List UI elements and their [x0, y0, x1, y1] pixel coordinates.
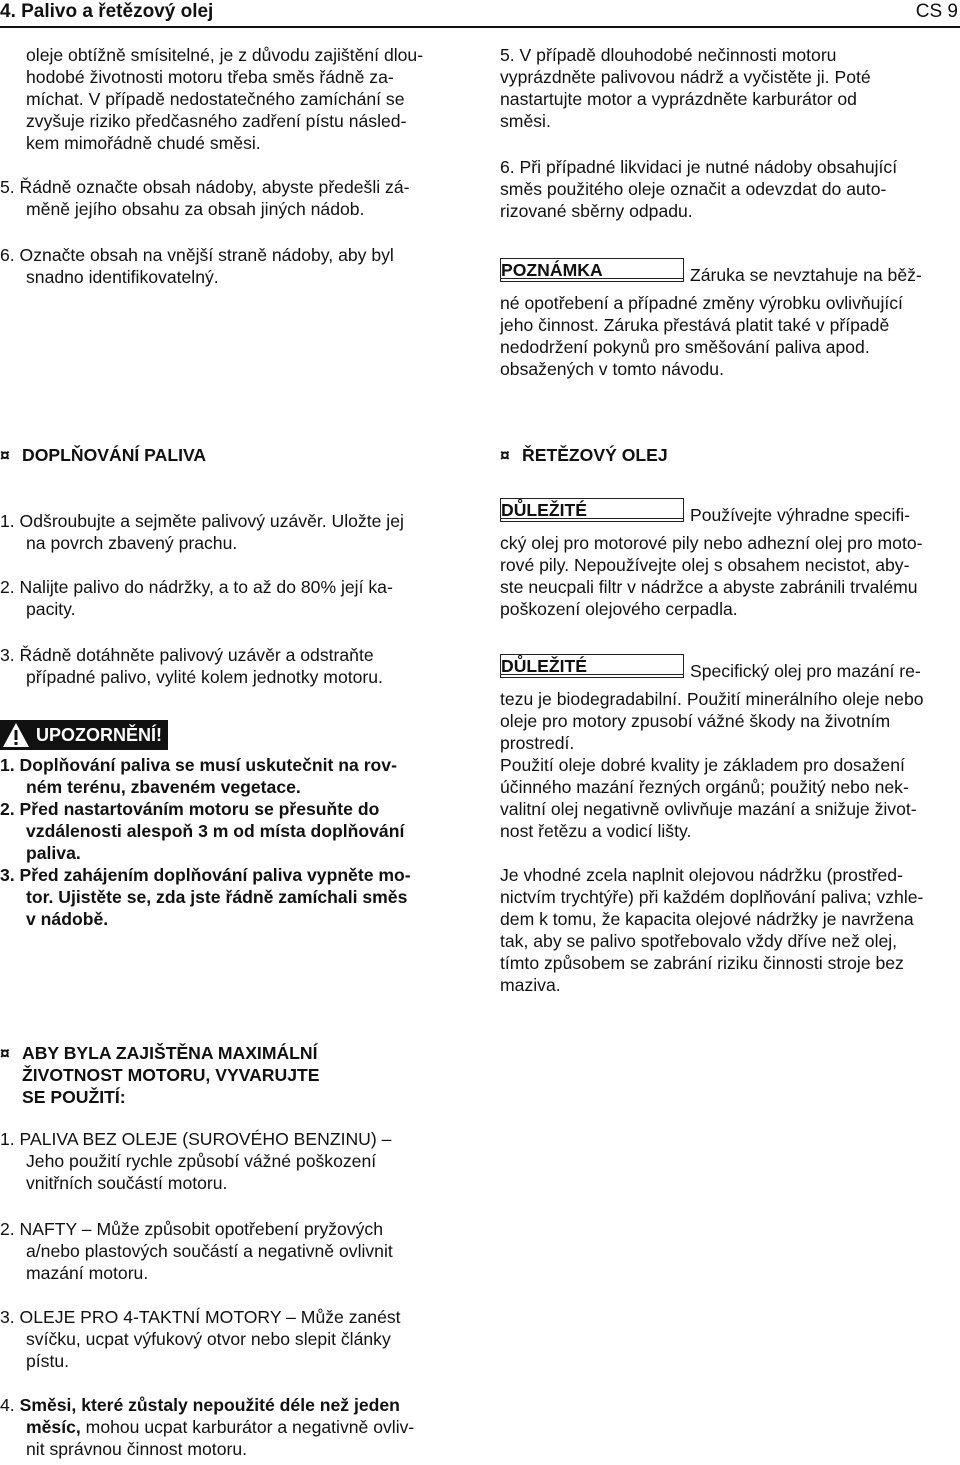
text-line: svíčku, ucpat výfukový otvor nebo slepit články [26, 1329, 391, 1349]
bullet-icon: ¤ [500, 445, 510, 465]
warning-label: UPOZORNĚNÍ! [36, 724, 162, 745]
text-line: na povrch zbavený prachu. [26, 533, 238, 553]
text-line: 1. Doplňování paliva se musí uskutečnit na rov- [0, 755, 397, 775]
text-line: tímto způsobem se zabrání riziku činnosti stroje bez [500, 953, 904, 973]
note-block [500, 258, 956, 380]
text-line: 3. Řádně dotáhněte palivový uzávěr a odstraňte [0, 645, 374, 665]
heading-line: ŽIVOTNOST MOTORU, VYVARUJTE [22, 1065, 320, 1085]
text-line: zvyšuje riziko předčasného zadření pístu násled- [26, 111, 407, 131]
warning-list [0, 754, 456, 930]
text-line: hodobé životnosti motoru třeba směs řádně za- [26, 67, 394, 87]
refuel-step-2 [0, 576, 456, 620]
text-line: maziva. [500, 975, 561, 995]
avoid-item-1 [0, 1128, 456, 1194]
important-block-1 [500, 498, 956, 620]
text-line: né opotřebení a případné změny výrobku ovlivňující [500, 293, 903, 313]
text-line: rové pily. Nepoužívejte olej s obsahem necistot, aby- [500, 555, 910, 575]
bullet-icon: ¤ [0, 445, 10, 465]
note-label: POZNÁMKA [501, 261, 683, 279]
text-line: 3. Před zahájením doplňování paliva vypněte mo- [0, 865, 411, 885]
text-line: v nádobě. [26, 909, 109, 929]
page-header [0, 0, 960, 28]
text-line: cký olej pro motorové pily nebo adhezní olej pro moto- [500, 533, 923, 553]
text-line: 5. V případě dlouhodobé nečinnosti motoru [500, 45, 837, 65]
bullet-icon: ¤ [0, 1043, 10, 1063]
page-number: CS 9 [915, 1, 958, 22]
heading-line: ABY BYLA ZAJIŠTĚNA MAXIMÁLNÍ [22, 1043, 318, 1063]
text-line: Je vhodné zcela naplnit olejovou nádržku (prostřed- [500, 865, 903, 885]
section-title: ŘETĚZOVÝ OLEJ [522, 445, 668, 465]
important-label: DŮLEŽITÉ [501, 501, 683, 519]
right-item-6 [500, 156, 956, 222]
text-line: nost řetězu a vodicí lišty. [500, 821, 692, 841]
note-label-box [500, 258, 684, 282]
text-line: tor. Ujistěte se, zda jste řádně zamíchali směs [26, 887, 408, 907]
page-title: 4. Palivo a řetězový olej [0, 1, 214, 22]
refuel-heading [0, 444, 206, 466]
text-line: paliva. [26, 843, 81, 863]
text-line: 5. Řádně označte obsah nádoby, abyste předešli zá- [0, 177, 410, 197]
chain-oil-heading [500, 444, 668, 466]
text-bold: Směsi, které zůstaly nepoužité déle než jeden [19, 1395, 400, 1415]
text-line: 3. OLEJE PRO 4-TAKTNÍ MOTORY – Může zanést [0, 1307, 401, 1327]
text-line: 6. Označte obsah na vnější straně nádoby, aby byl [0, 245, 394, 265]
warning-badge [0, 720, 168, 753]
text-line: 1. PALIVA BEZ OLEJE (SUROVÉHO BENZINU) – [0, 1129, 392, 1149]
text-line: oleje obtížně smísitelné, je z důvodu zajištění dlou- [26, 45, 424, 65]
important-label-box [500, 654, 684, 678]
refuel-step-3 [0, 644, 456, 688]
text-line: vzdálenosti alespoň 3 m od místa doplňování [26, 821, 405, 841]
left-top-text [26, 44, 456, 154]
text-line: směs použitého oleje označit a odevzdat do auto- [500, 179, 887, 199]
text-line: mazání motoru. [26, 1263, 149, 1283]
avoid-item-3 [0, 1306, 456, 1372]
section-title: DOPLŇOVÁNÍ PALIVA [22, 445, 207, 465]
text-line: vyprázdněte palivovou nádrž a vyčistěte ji. Poté [500, 67, 871, 87]
avoid-heading [0, 1042, 320, 1108]
important-label: DŮLEŽITÉ [501, 657, 683, 675]
text-line: dem k tomu, že kapacita olejové nádržky je navržena [500, 909, 914, 929]
text-line: Jeho použití rychle způsobí vážné poškození [26, 1151, 377, 1171]
text-line: pístu. [26, 1351, 70, 1371]
right-item-5 [500, 44, 956, 132]
text-line: 1. Odšroubujte a sejměte palivový uzávěr. Uložte jej [0, 511, 404, 531]
text-line: tak, aby se palivo spotřebovalo vždy dříve než olej, [500, 931, 898, 951]
text-line: valitní olej negativně ovlivňuje mazání a snižuje život- [500, 799, 917, 819]
text-line: ném terénu, zbaveném vegetace. [26, 777, 301, 797]
left-item-5 [0, 176, 456, 220]
text-line: nedodržení pokynů pro směšování paliva apod. [500, 337, 870, 357]
item-number: 4. [0, 1395, 15, 1415]
text-line: směsi. [500, 111, 551, 131]
chain-oil-paragraph [500, 864, 956, 996]
text-line: obsažených v tomto návodu. [500, 359, 724, 379]
text-line: nictvím trychtýře) při každém doplňování paliva; vzhle- [500, 887, 924, 907]
text-line: ste neucpali filtr v nádržce a abyste zabránili trvalému [500, 577, 918, 597]
text-line: 2. Nalijte palivo do nádržky, a to až do 80% její ka- [0, 577, 393, 597]
text-line: oleje pro motory zpusobí vážné škody na životním [500, 711, 891, 731]
text-line: Záruka se nevztahuje na běž- [690, 265, 922, 285]
avoid-item-4 [0, 1394, 456, 1460]
text-line: 6. Při případné likvidaci je nutné nádoby obsahující [500, 157, 898, 177]
text-line: kem mimořádně chudé směsi. [26, 133, 261, 153]
text-line: snadno identifikovatelný. [26, 267, 219, 287]
text-line: jeho činnost. Záruka přestává platit také v případě [500, 315, 890, 335]
left-item-6 [0, 244, 456, 288]
text-line: míchat. V případě nedostatečného zamíchání se [26, 89, 405, 109]
avoid-item-2 [0, 1218, 456, 1284]
heading-line: SE POUŽITÍ: [22, 1087, 126, 1107]
text-line: poškození olejového cerpadla. [500, 599, 738, 619]
text-line: vnitřních součástí motoru. [26, 1173, 228, 1193]
text-line: a/nebo plastových součástí a negativně ovlivnit [26, 1241, 393, 1261]
text-line: 2. NAFTY – Může způsobit opotřebení pryžových [0, 1219, 384, 1239]
text-line: účinného mazání řezných orgánů; použitý nebo nek- [500, 777, 909, 797]
refuel-step-1 [0, 510, 456, 554]
text-line: nit správnou činnost motoru. [26, 1439, 248, 1459]
text-line: tezu je biodegradabilní. Použití minerálního oleje nebo [500, 689, 924, 709]
text-line: 2. Před nastartováním motoru se přesuňte do [0, 799, 380, 819]
important-label-box [500, 498, 684, 522]
text-bold: měsíc, [26, 1417, 81, 1437]
text-line: prostredí. [500, 733, 575, 753]
text-line: mohou ucpat karburátor a negativně ovliv- [80, 1417, 415, 1437]
text-line: měně jejího obsahu za obsah jiných nádob. [26, 199, 365, 219]
important-block-2 [500, 654, 956, 842]
text-line: Používejte výhradne specifi- [690, 505, 911, 525]
text-line: rizované sběrny odpadu. [500, 201, 693, 221]
text-line: Specifický olej pro mazání re- [690, 661, 921, 681]
text-line: pacity. [26, 599, 76, 619]
warning-triangle-icon [2, 722, 30, 748]
text-line: případné palivo, vylité kolem jednotky motoru. [26, 667, 383, 687]
text-line: Použití oleje dobré kvality je základem pro dosažení [500, 755, 905, 775]
text-line: nastartujte motor a vyprázdněte karburátor od [500, 89, 857, 109]
